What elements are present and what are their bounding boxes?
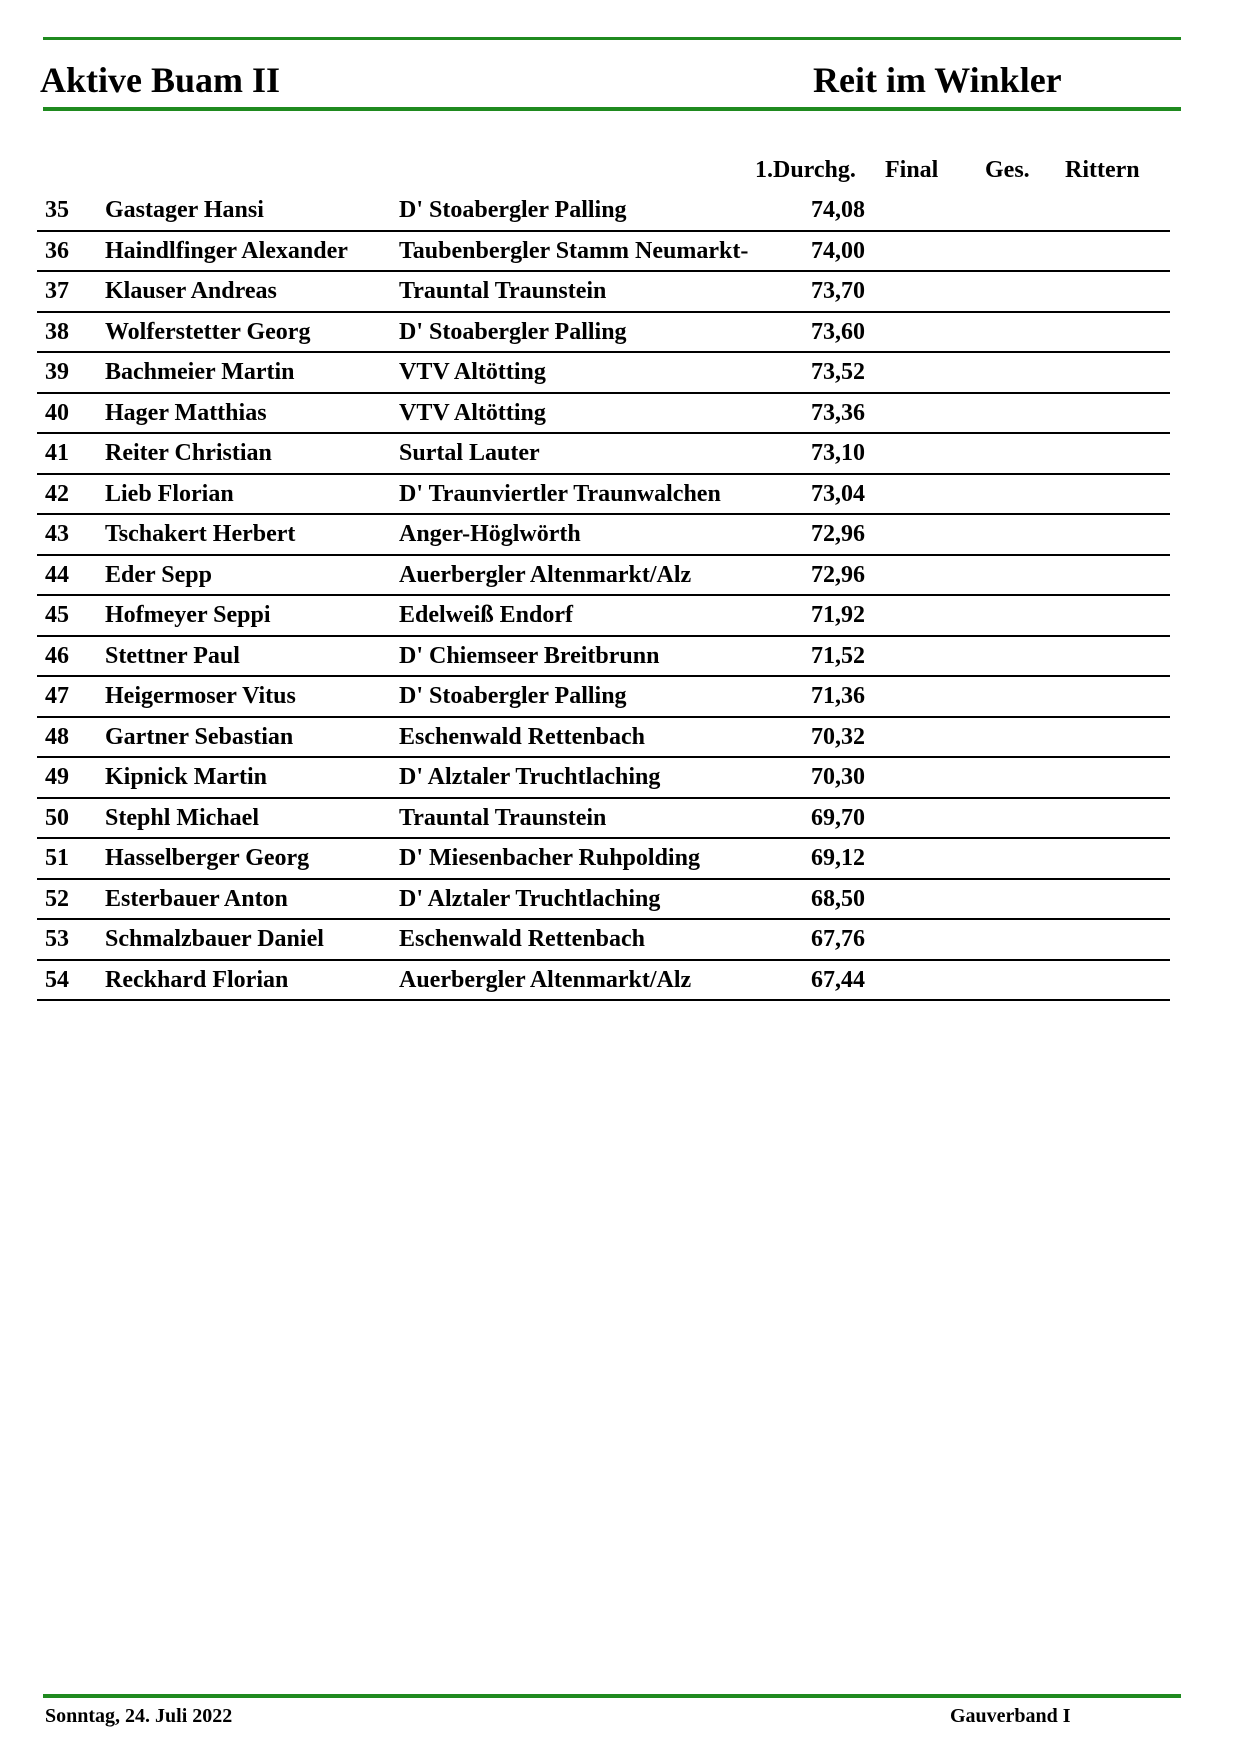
rank-cell: 48	[45, 723, 69, 750]
column-header-final: Final	[885, 157, 939, 183]
table-row	[37, 880, 1170, 921]
name-cell: Kipnick Martin	[105, 764, 268, 790]
rank-cell: 45	[45, 602, 69, 628]
club-cell: D' Alztaler Truchtlaching	[399, 885, 661, 912]
results-table	[37, 191, 1170, 1001]
club-cell: Auerbergler Altenmarkt/Alz	[399, 966, 692, 993]
score-cell: 70,30	[811, 764, 865, 790]
name-cell: Stephl Michael	[105, 804, 259, 831]
club-cell: Edelweiß Endorf	[399, 602, 574, 628]
name-cell: Haindlfinger Alexander	[105, 237, 348, 264]
score-cell: 68,50	[811, 885, 865, 912]
footer-date: Sonntag, 24. Juli 2022	[45, 1705, 233, 1727]
name-cell: Reckhard Florian	[105, 966, 289, 993]
table-row	[37, 677, 1170, 718]
name-cell: Hasselberger Georg	[105, 845, 310, 871]
score-cell: 71,52	[811, 642, 865, 669]
club-cell: Auerbergler Altenmarkt/Alz	[399, 561, 692, 588]
rank-cell: 38	[45, 318, 69, 345]
table-row	[37, 799, 1170, 840]
rank-cell: 35	[45, 197, 69, 223]
name-cell: Lieb Florian	[105, 480, 234, 507]
name-cell: Wolferstetter Georg	[105, 318, 311, 345]
table-row	[37, 515, 1170, 556]
table-row	[37, 475, 1170, 516]
club-cell: Taubenbergler Stamm Neumarkt-	[399, 237, 749, 264]
table-row	[37, 313, 1170, 354]
score-cell: 72,96	[811, 561, 865, 588]
score-cell: 71,36	[811, 683, 865, 709]
name-cell: Reiter Christian	[105, 440, 272, 466]
table-row	[37, 637, 1170, 678]
table-row	[37, 758, 1170, 799]
table-row	[37, 353, 1170, 394]
score-cell: 73,36	[811, 399, 865, 426]
rank-cell: 40	[45, 399, 69, 426]
rank-cell: 39	[45, 359, 69, 385]
club-cell: D' Miesenbacher Ruhpolding	[399, 845, 700, 871]
club-cell: VTV Altötting	[399, 399, 546, 426]
table-row	[37, 394, 1170, 435]
name-cell: Gastager Hansi	[105, 197, 264, 223]
rank-cell: 41	[45, 440, 69, 466]
club-cell: D' Stoabergler Palling	[399, 683, 627, 709]
club-cell: D' Chiemseer Breitbrunn	[399, 642, 660, 669]
rank-cell: 49	[45, 764, 69, 790]
table-row	[37, 434, 1170, 475]
rank-cell: 50	[45, 804, 69, 831]
name-cell: Hofmeyer Seppi	[105, 602, 271, 628]
name-cell: Esterbauer Anton	[105, 885, 288, 912]
table-row	[37, 272, 1170, 313]
score-cell: 72,96	[811, 521, 865, 547]
table-row	[37, 839, 1170, 880]
table-row	[37, 232, 1170, 273]
club-cell: D' Stoabergler Palling	[399, 197, 627, 223]
club-cell: Eschenwald Rettenbach	[399, 723, 646, 750]
name-cell: Gartner Sebastian	[105, 723, 294, 750]
rank-cell: 54	[45, 966, 69, 993]
club-cell: D' Stoabergler Palling	[399, 318, 627, 345]
rank-cell: 47	[45, 683, 69, 709]
score-cell: 74,08	[811, 197, 865, 223]
club-cell: Eschenwald Rettenbach	[399, 926, 646, 952]
club-cell: Trauntal Traunstein	[399, 804, 607, 831]
name-cell: Bachmeier Martin	[105, 359, 295, 385]
table-row	[37, 556, 1170, 597]
table-row	[37, 718, 1170, 759]
club-cell: D' Alztaler Truchtlaching	[399, 764, 661, 790]
table-row	[37, 596, 1170, 637]
name-cell: Heigermoser Vitus	[105, 683, 296, 709]
score-cell: 67,76	[811, 926, 865, 952]
table-row	[37, 191, 1170, 232]
footer-organization: Gauverband I	[950, 1705, 1071, 1727]
rank-cell: 37	[45, 278, 69, 304]
score-cell: 70,32	[811, 723, 865, 750]
club-cell: Anger-Höglwörth	[399, 521, 581, 547]
score-cell: 73,52	[811, 359, 865, 385]
rank-cell: 42	[45, 480, 69, 507]
rank-cell: 43	[45, 521, 69, 547]
score-cell: 73,70	[811, 278, 865, 304]
venue-title: Reit im Winkler	[813, 60, 1062, 100]
title-rule	[43, 107, 1181, 111]
name-cell: Stettner Paul	[105, 642, 240, 669]
score-cell: 73,04	[811, 480, 865, 507]
rank-cell: 51	[45, 845, 69, 871]
rank-cell: 52	[45, 885, 69, 912]
rank-cell: 44	[45, 561, 69, 588]
table-row	[37, 920, 1170, 961]
rank-cell: 46	[45, 642, 69, 669]
rank-cell: 53	[45, 926, 69, 952]
name-cell: Hager Matthias	[105, 399, 267, 426]
name-cell: Eder Sepp	[105, 561, 212, 588]
rank-cell: 36	[45, 237, 69, 264]
footer-rule	[43, 1694, 1181, 1698]
club-cell: VTV Altötting	[399, 359, 546, 385]
score-cell: 69,12	[811, 845, 865, 871]
column-header-total: Ges.	[985, 157, 1030, 183]
score-cell: 67,44	[811, 966, 865, 993]
table-row	[37, 961, 1170, 1002]
club-cell: D' Traunviertler Traunwalchen	[399, 480, 721, 507]
name-cell: Tschakert Herbert	[105, 521, 296, 547]
page-title: Aktive Buam II	[40, 60, 281, 100]
club-cell: Trauntal Traunstein	[399, 278, 607, 304]
top-rule	[43, 37, 1181, 40]
name-cell: Schmalzbauer Daniel	[105, 926, 324, 952]
column-header-rittern: Rittern	[1065, 157, 1140, 183]
score-cell: 69,70	[811, 804, 865, 831]
column-header-first-round: 1.Durchg.	[755, 157, 856, 183]
score-cell: 74,00	[811, 237, 865, 264]
score-cell: 71,92	[811, 602, 865, 628]
score-cell: 73,10	[811, 440, 865, 466]
club-cell: Surtal Lauter	[399, 440, 540, 466]
score-cell: 73,60	[811, 318, 865, 345]
name-cell: Klauser Andreas	[105, 278, 277, 304]
